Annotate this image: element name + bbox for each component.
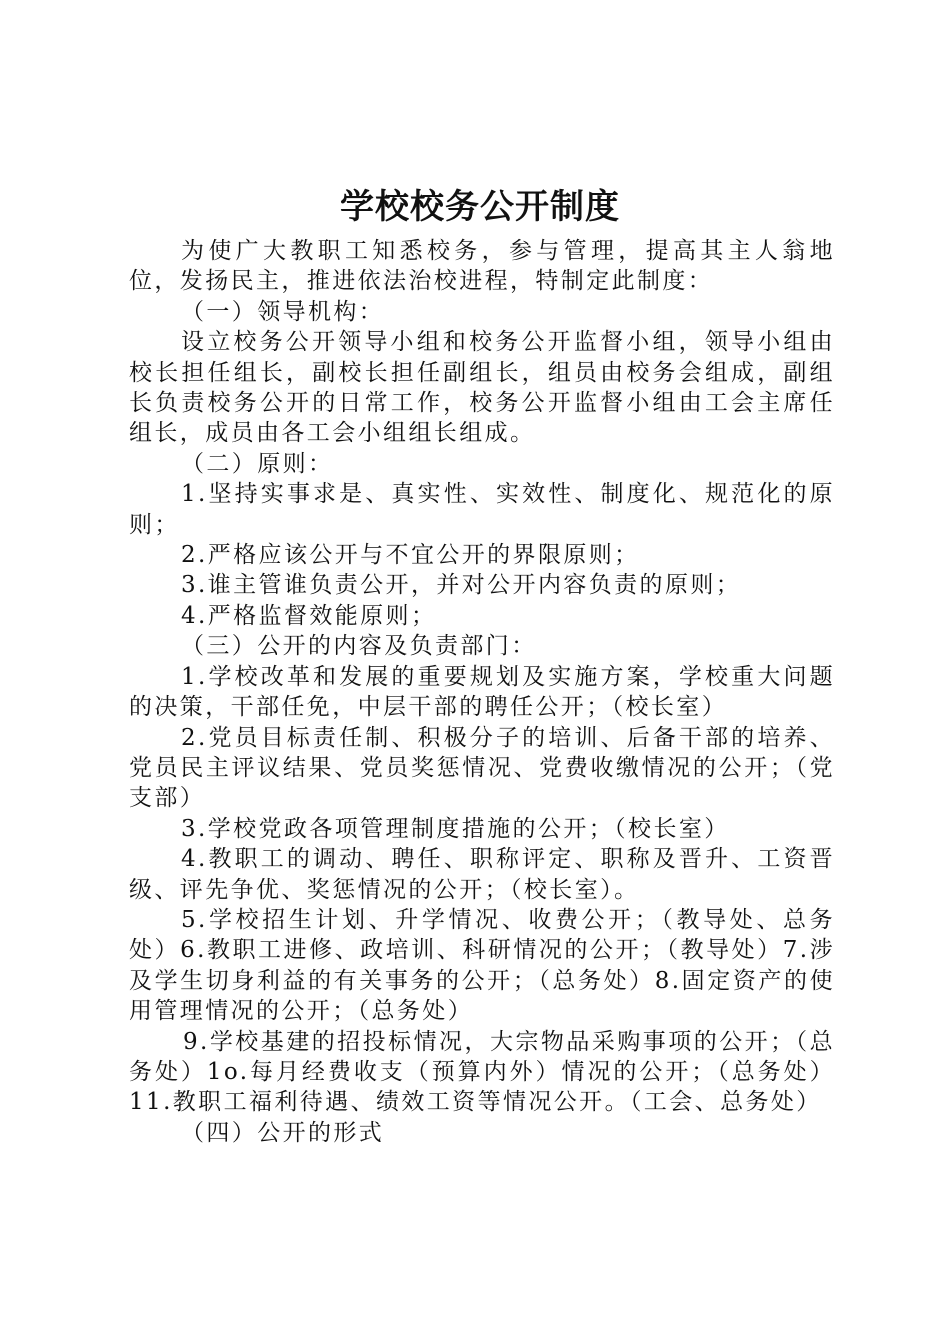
section-heading-principles: （二）原则： [181,450,334,477]
section-heading-content: （三）公开的内容及负责部门： [181,633,537,660]
principle-item: 4.严格监督效能原则； [181,602,437,629]
content-item: 5.学校招生计划、升学情况、收费公开；（教导处、总务处）6.教职工进修、政培训、科研情况的公开；（教导处）7.涉及学生切身利益的有关事务的公开；（总务处）8.固定资产的使用管理情况的公开；（总务处） [129,906,835,1025]
content-item: 1.学校改革和发展的重要规划及实施方案，学校重大问题的决策，干部任免，中层干部的聘任公开；（校长室） [129,663,835,721]
content-item: 2.党员目标责任制、积极分子的培训、后备干部的培养、党员民主评议结果、党员奖惩情况、党费收缴情况的公开；（党支部） [129,724,835,812]
intro-paragraph: 为使广大教职工知悉校务，参与管理，提高其主人翁地位，发扬民主，推进依法治校进程，特制定此制度： [129,238,835,295]
content-item: 4.教职工的调动、聘任、职称评定、职称及晋升、工资晋级、评先争优、奖惩情况的公开；（校长室）。 [129,846,835,903]
content-item: 3.学校党政各项管理制度措施的公开；（校长室） [181,815,730,842]
section-heading-leadership: （一）领导机构： [181,298,385,325]
content-item: 9.学校基建的招投标情况，大宗物品采购事项的公开；（总务处）1o.每月经费收支（预算内外）情况的公开；（总务处）11.教职工福利待遇、绩效工资等情况公开。（工会、总务处） [129,1028,835,1116]
principle-item: 2.严格应该公开与不宜公开的界限原则； [181,542,640,569]
document-body [129,236,835,1148]
document-title: 学校校务公开制度 [340,187,620,227]
principle-item: 3.谁主管谁负责公开，并对公开内容负责的原则； [181,572,742,599]
section-heading-form: （四）公开的形式 [181,1119,385,1146]
leadership-paragraph: 设立校务公开领导小组和校务公开监督小组，领导小组由校长担任组长，副校长担任副组长，组员由校务会组成，副组长负责校务公开的日常工作，校务公开监督小组由工会主席任组长，成员由各工会小组组长组成。 [129,329,835,447]
principle-item: 1.坚持实事求是、真实性、实效性、制度化、规范化的原则； [129,481,835,538]
